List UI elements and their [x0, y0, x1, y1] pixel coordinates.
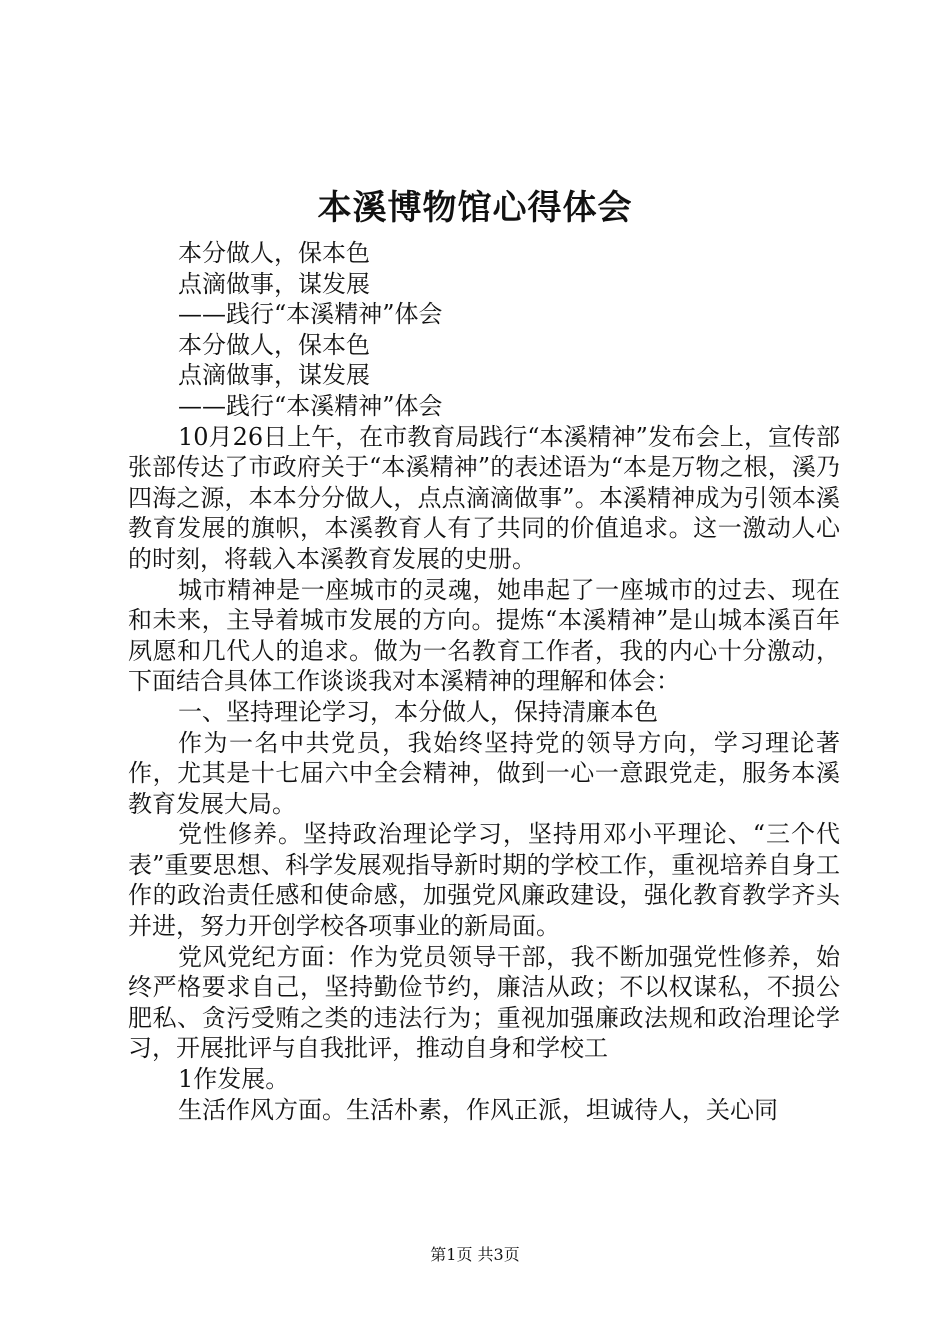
- paragraph-work-development: 1作发展。: [178, 1065, 290, 1094]
- paragraph-city-spirit: 城市精神是一座城市的灵魂，她串起了一座城市的过去、现在和未来，主导着城市发展的方向。提炼“本溪精神”是山城本溪百年夙愿和几代人的追求。做为一名教育工作者，我的内心十分激动，下面结合具体工作谈谈我对本溪精神的理解和体会：: [128, 575, 840, 696]
- paragraph-subtitle-4: 本分做人，保本色: [178, 330, 370, 359]
- document-body: [128, 238, 840, 1125]
- document-title: 本溪博物馆心得体会: [317, 188, 633, 228]
- paragraph-party-cultivation: 党性修养。坚持政治理论学习，坚持用邓小平理论、“三个代表”重要思想、科学发展观指导新时期的学校工作，重视培养自身工作的政治责任感和使命感，加强党风廉政建设，强化教育教学齐头并进，努力开创学校各项事业的新局面。: [128, 820, 840, 941]
- paragraph-subtitle-5: 点滴做事，谋发展: [178, 361, 370, 390]
- page-footer: 第1页 共3页: [430, 1245, 520, 1264]
- paragraph-lifestyle: 生活作风方面。生活朴素，作风正派，坦诚待人，关心同: [178, 1095, 778, 1124]
- paragraph-intro: 10月26日上午，在市教育局践行“本溪精神”发布会上，宣传部张部传达了市政府关于“本溪精神”的表述语为“本是万物之根，溪乃四海之源，本本分分做人，点点滴滴做事”。本溪精神成为引领本溪教育发展的旗帜，本溪教育人有了共同的价值追求。这一激动人心的时刻，将载入本溪教育发展的史册。: [128, 422, 840, 573]
- section-heading-1: 一、坚持理论学习，本分做人，保持清廉本色: [178, 697, 658, 726]
- paragraph-party-member: 作为一名中共党员，我始终坚持党的领导方向，学习理论著作，尤其是十七届六中全会精神，做到一心一意跟党走，服务本溪教育发展大局。: [128, 728, 840, 818]
- paragraph-party-discipline: 党风党纪方面：作为党员领导干部，我不断加强党性修养，始终严格要求自己，坚持勤俭节约，廉洁从政；不以权谋私，不损公肥私、贪污受贿之类的违法行为；重视加强廉政法规和政治理论学习，开展批评与自我批评，推动自身和学校工: [128, 942, 840, 1063]
- paragraph-subtitle-1: 本分做人，保本色: [178, 239, 370, 267]
- paragraph-subtitle-6: ——践行“本溪精神”体会: [178, 391, 443, 420]
- paragraph-subtitle-2: 点滴做事，谋发展: [178, 269, 370, 298]
- paragraph-subtitle-3: ——践行“本溪精神”体会: [178, 300, 443, 329]
